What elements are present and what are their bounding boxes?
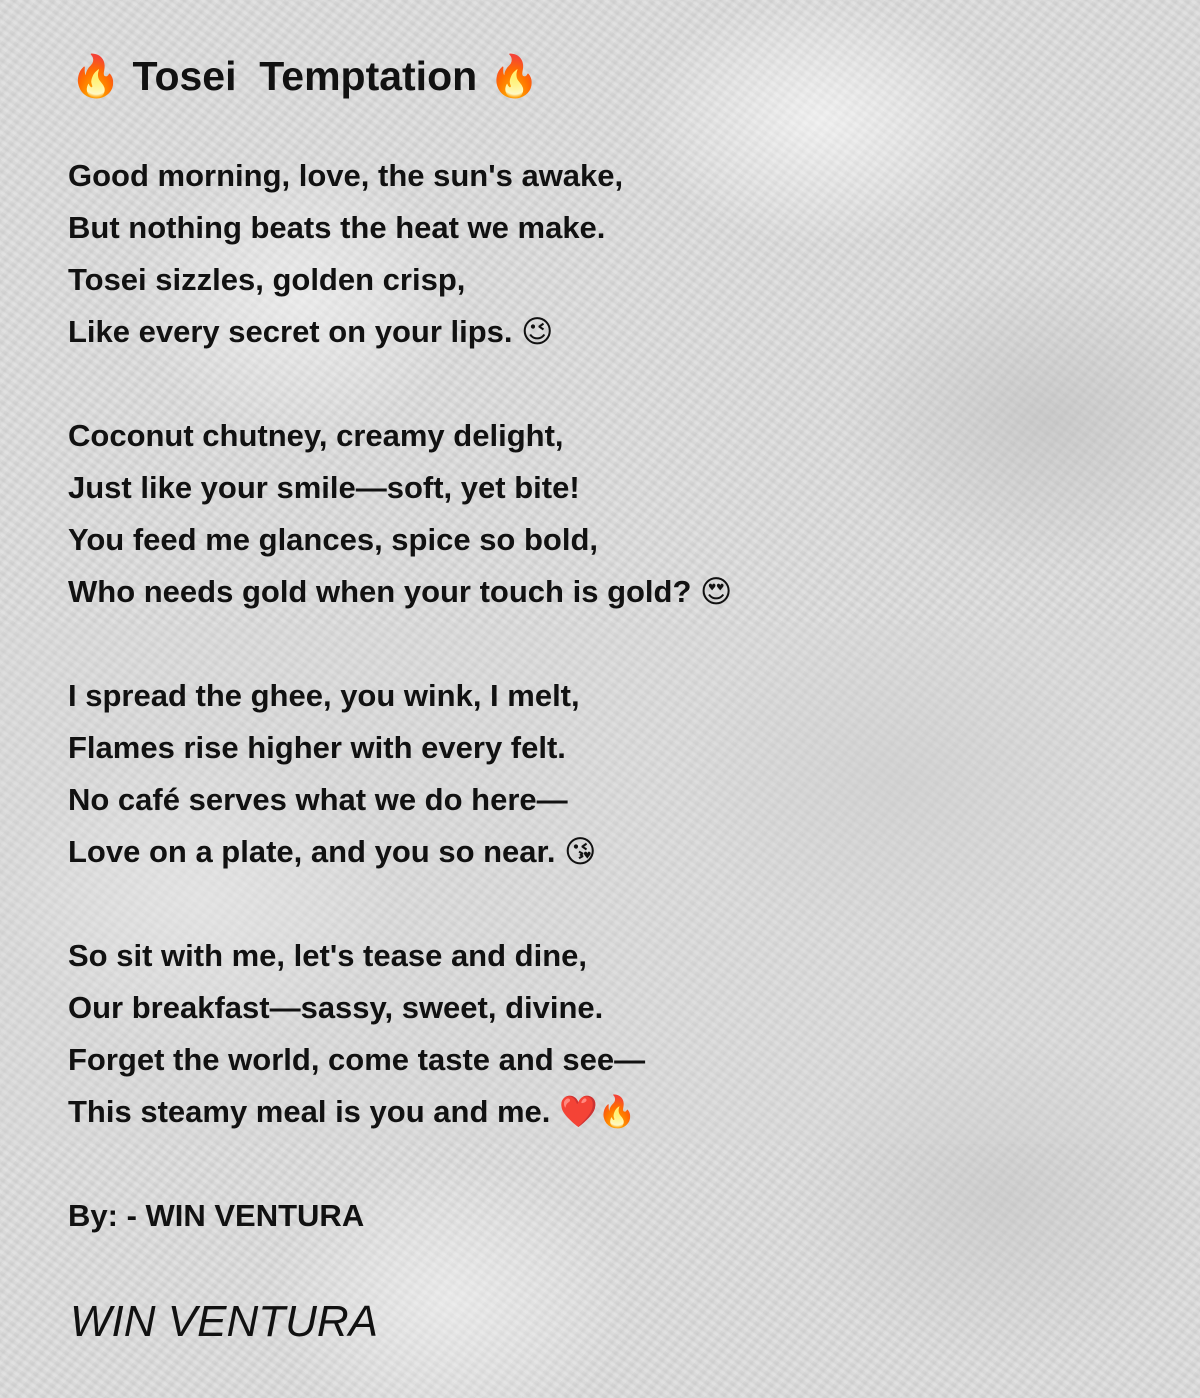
- poem-line: Coconut chutney, creamy delight,: [68, 418, 564, 453]
- poem-byline: By: - WIN VENTURA: [68, 1198, 365, 1233]
- stanza-2: [68, 410, 1168, 618]
- poem-line: Our breakfast—sassy, sweet, divine.: [68, 990, 604, 1025]
- poem-line: You feed me glances, spice so bold,: [68, 522, 599, 557]
- poem-line: So sit with me, let's tease and dine,: [68, 938, 588, 973]
- poem-title: 🔥 Tosei Temptation 🔥: [70, 53, 540, 99]
- poem-body: [68, 150, 1168, 1190]
- stanza-3: [68, 670, 1168, 878]
- poem-line: Just like your smile—soft, yet bite!: [68, 470, 580, 505]
- poem-line: But nothing beats the heat we make.: [68, 210, 606, 245]
- poem-line: No café serves what we do here—: [68, 782, 568, 817]
- poem-line: Forget the world, come taste and see—: [68, 1042, 646, 1077]
- poem-line: I spread the ghee, you wink, I melt,: [68, 678, 580, 713]
- poem-line: Like every secret on your lips. 😉: [68, 314, 554, 349]
- author-signature: WIN VENTURA: [70, 1297, 378, 1346]
- poem-line: Tosei sizzles, golden crisp,: [68, 262, 466, 297]
- poem-line: Good morning, love, the sun's awake,: [68, 158, 624, 193]
- stanza-4: [68, 930, 1168, 1138]
- poem-line: Love on a plate, and you so near. 😘: [68, 834, 597, 869]
- poem-line: Who needs gold when your touch is gold? 😍: [68, 574, 733, 609]
- poem-line: This steamy meal is you and me. ❤️🔥: [68, 1094, 637, 1129]
- stanza-1: [68, 150, 1168, 358]
- poem-line: Flames rise higher with every felt.: [68, 730, 566, 765]
